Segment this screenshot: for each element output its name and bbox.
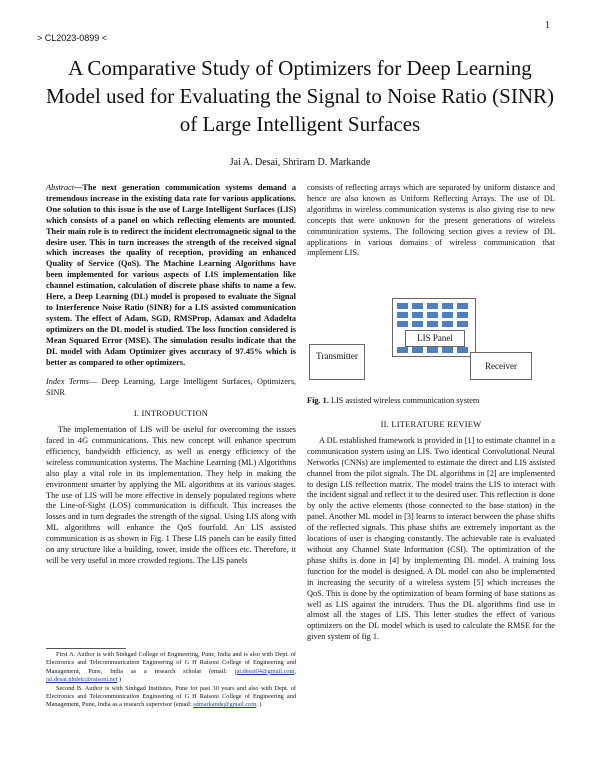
literature-review-paragraph: A DL established framework is provided in [1] to estimate channel in a communication system using an LIS. Two identical Convolutional Neural Networks (CNNs) are implemented to estimate the direct and LIS assisted channel from the pilot signals. The DL algorithms in [2] are implemented to design LIS reflection matrix. The model trains the LIS to interact with the incident signal and reflect it to the desired user. This reflection is done by only the active elements (those connected to the base station) in the panel. Another ML model in [3] learns to interact between the phase shifts of the reflected signals. This phase shifts are extremely important as the locations of user is changing constantly. The achievable rate is evaluated without any Channel State Information (CSI). The optimization of the phase shifts is done in [4] by implementing DL model. A training loss function for the model is designed. A DL model can also be implemented in increasing the security of a wireless system [5] which increases the QoS. This is done by the optimization of beam forming of base stations as well as LIS against the intruders. Thus the DL algorithms find use in almost all the stages of LIS. This letter studies the effect of various optimizers on the DL model which is used to calculate the RMSE for the given system of fig 1. xyxy=(307,435,555,642)
reflecting-element xyxy=(397,321,408,327)
reflecting-element xyxy=(457,312,468,318)
email-link[interactable]: jai.desai04@gmail.com xyxy=(234,667,295,675)
reflecting-element xyxy=(427,347,438,353)
reflecting-element xyxy=(457,347,468,353)
reflecting-element xyxy=(427,303,438,309)
reflecting-element xyxy=(427,321,438,327)
author-footnotes xyxy=(46,651,296,710)
introduction-paragraph: The implementation of LIS will be useful for overcoming the issues faced in 4G communications. This new concept will enhance spectrum efficiency, bandwidth efficiency, as well as energy efficiency of the wireless communication systems. The Machine Learning (ML) Algorithms also play a vital role in its implementation. They help in making the environment smarter by applying the ML algorithms at its various stages. The use of LIS will be more effective in densely populated regions where the Line-of-Sight (LOS) communication is difficult. This increases the losses and in turn degrades the strength of the signal. Using LIS along with ML algorithms will enhance the QoS fourfold. An LIS assisted communication is as shown in Fig. 1 These LIS panels can be easily fitted on any structure like a building, tower, inside the offices etc. Therefore, it will be very useful in more crowded regions. The LIS panels xyxy=(46,425,296,565)
index-terms-label: Index Terms xyxy=(46,377,89,387)
abstract xyxy=(46,183,296,368)
abstract-label: Abstract xyxy=(46,183,75,192)
reflecting-element xyxy=(397,303,408,309)
reflecting-element xyxy=(457,321,468,327)
figure-caption xyxy=(307,396,555,405)
reflecting-element xyxy=(412,321,423,327)
right-column-bottom xyxy=(307,419,555,643)
left-column xyxy=(46,183,296,567)
email-link[interactable]: jai.desai.phdetc@raisoni.net xyxy=(46,676,118,684)
reflecting-element xyxy=(457,303,468,309)
receiver-box: Receiver xyxy=(470,352,532,380)
paper-title: A Comparative Study of Optimizers for Deep Learning Model used for Evaluating the Signal to Noise Ratio (SINR) of Large Intelligent Surfaces xyxy=(45,56,554,136)
reflecting-element xyxy=(427,312,438,318)
reflecting-element xyxy=(442,303,453,309)
reflecting-element xyxy=(412,347,423,353)
introduction-continued-paragraph: consists of reflecting arrays which are separated by uniform distance and hence are also known as Uniform Reflecting Arrays. The use of DL algorithms in wireless communication systems is also giving rise to new concepts that were unknown for the present generations of wireless communication systems. The following section gives a review of DL applications in various domains of wireless communication that implement LIS. xyxy=(307,183,555,258)
reflecting-element xyxy=(442,321,453,327)
index-terms-text: — Deep Learning, Large Intelligent Surfaces, Optimizers, SINR xyxy=(46,377,296,398)
abstract-text: —The next generation communication systems demand a tremendous increase in the existing data rate for various applications. One solution to this issue is the use of Large Intelligent Surfaces (LIS) which consists of a panel on which reflecting elements are mounted. Their main role is to redirect the incident electromagnetic signal to the desire user. This in turn increases the strength of the received signal which increases the quality of reception, providing an enhanced Quality of Service (QoS). The Machine Learning Algorithms have been implemented for various aspects of LIS implementation like channel estimation, calculation of discrete phase shifts to name a few. Here, a Deep Learning (DL) model is proposed to evaluate the Signal to Interference Noise Ratio (SINR) for a LIS assisted communication system. The effect of Adam, SGD, RMSProp, Adamax and Adadelta optimizers on the DL model is studied. The loss function considered is Mean Squared Error (MSE). The simulation results indicate that the DL model with Adam Optimizer gives accuracy of 97.45% which is better as compared to other optimizers. xyxy=(46,183,296,367)
section-heading-literature-review: II. LITERATURE REVIEW xyxy=(380,419,482,429)
reflecting-element xyxy=(442,312,453,318)
section-heading-introduction: I. INTRODUCTION xyxy=(133,408,209,419)
lis-panel-diagram xyxy=(392,298,476,357)
transmitter-box: Transmitter xyxy=(309,344,365,380)
manuscript-code: > CL2023-0899 < xyxy=(37,33,108,43)
index-terms xyxy=(46,377,296,399)
figure-number: Fig. 1. xyxy=(307,396,329,405)
footnote-divider xyxy=(46,648,126,649)
page-number: 1 xyxy=(545,20,550,31)
reflecting-element xyxy=(442,347,453,353)
author-list: Jai A. Desai, Shriram D. Markande xyxy=(229,157,371,168)
reflecting-element xyxy=(397,347,408,353)
figure-lis-system xyxy=(307,292,555,412)
reflecting-element xyxy=(412,303,423,309)
figure-caption-text: LIS assisted wireless communication system xyxy=(328,396,480,405)
right-column-top xyxy=(307,183,555,259)
reflecting-element xyxy=(397,312,408,318)
reflecting-element xyxy=(412,312,423,318)
lis-panel-label: LIS Panel xyxy=(405,330,465,347)
email-link[interactable]: sdmarkande@gmail.com xyxy=(193,701,257,709)
footnote-first-author: First A. Author is with Sinhgad College of Engineering, Pune, India and is also with Dept. of Electronics and Telecommunication Engineering of G H Raisoni College of Engineering and Management, Pune, India as a research scholar (email: jai.desai04@gmail.com, jai.desai.phdetc@raisoni.net ) xyxy=(46,651,296,684)
footnote-second-author: Second B. Author is with Sinhgad Institutes, Pune for past 30 years and also with Dept. of Electronics and Telecommunication Engineering of G H Raisoni College of Engineering and Management, Pune, India as a research supervisor (email: sdmarkande@gmail.com. ) xyxy=(46,684,296,709)
